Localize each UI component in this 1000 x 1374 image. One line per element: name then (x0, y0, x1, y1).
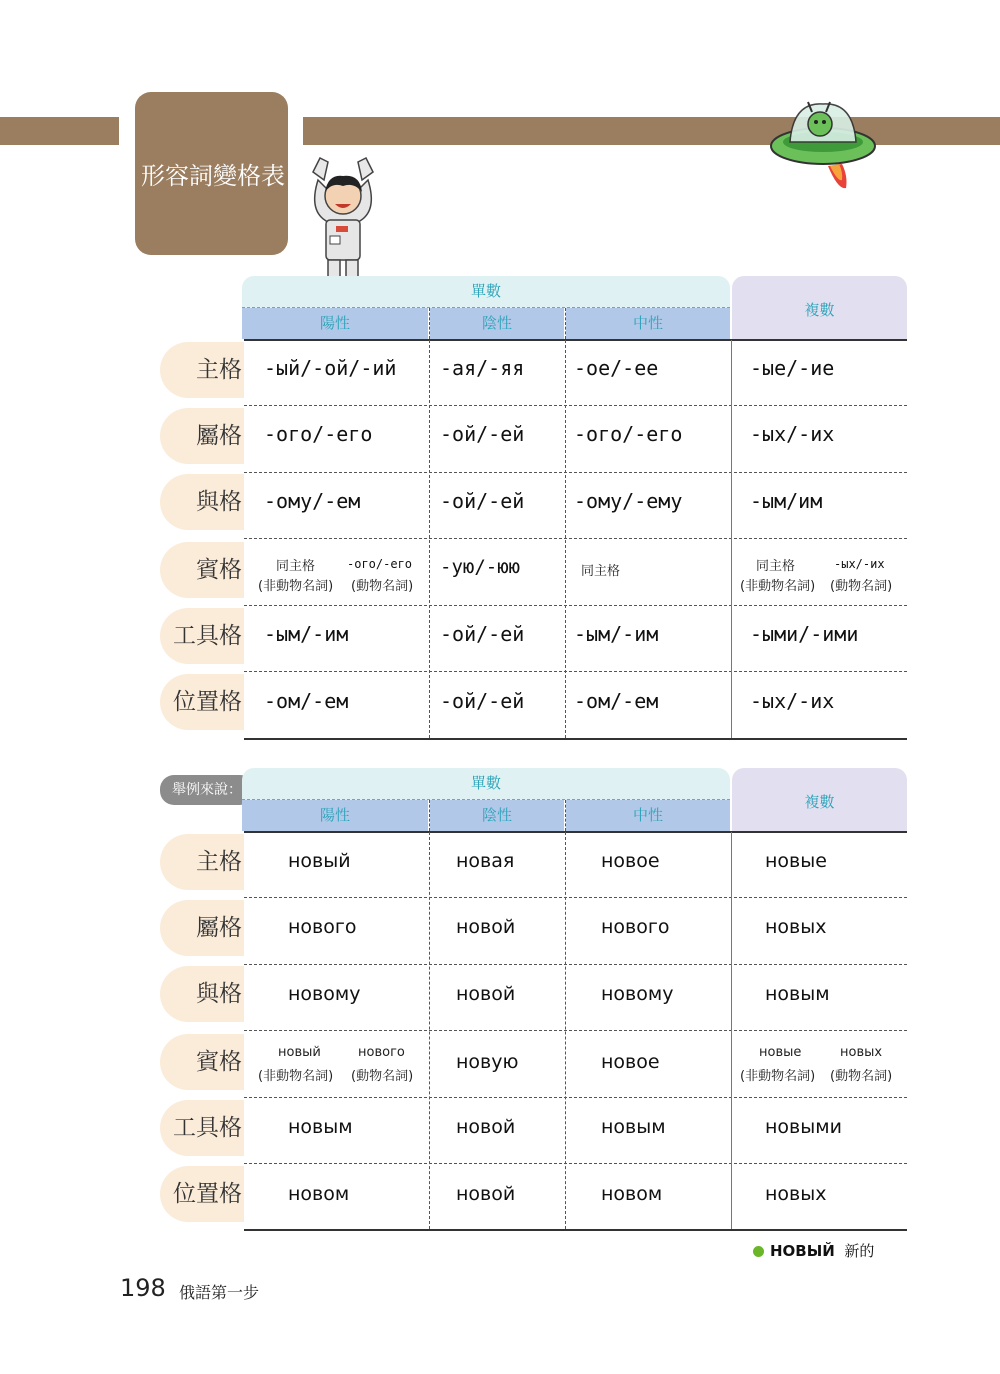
cell-acc-masc-animate: -ого/-его (347, 557, 413, 571)
cell-ins-masc: новым (288, 1116, 353, 1138)
case-nominative: 主格 (160, 834, 244, 890)
case-dative: 與格 (160, 966, 244, 1022)
cell-dat-masc: новому (288, 983, 361, 1005)
cell-ins-fem: -ой/-ей (440, 622, 525, 646)
note-inanimate: (非動物名詞) (740, 579, 816, 594)
cell-ins-masc: -ым/-им (264, 622, 349, 646)
cell-loc-plur: -ых/-их (750, 689, 835, 713)
cell-gen-plur: новых (765, 916, 827, 938)
divider (429, 340, 430, 738)
cell-gen-fem: новой (456, 916, 516, 938)
note-inanimate: (非動物名詞) (740, 1069, 816, 1084)
divider (565, 800, 566, 831)
case-instrumental: 工具格 (160, 608, 244, 664)
cell-dat-masc: -ому/-ем (264, 489, 361, 513)
header-feminine: 陰性 (430, 308, 564, 339)
divider (244, 738, 907, 740)
endings-table (160, 276, 907, 740)
divider (565, 340, 566, 738)
note-inanimate: (非動物名詞) (258, 1069, 334, 1084)
cell-acc-plur-inanimate: новые (759, 1045, 802, 1060)
cell-acc-plur-animate: новых (840, 1045, 883, 1060)
cell-gen-masc: -ого/-его (264, 422, 373, 446)
divider (244, 1097, 907, 1098)
case-locative: 位置格 (160, 1166, 244, 1222)
cell-dat-plur: -ым/им (750, 489, 823, 513)
note-animate: (動物名詞) (830, 1069, 893, 1084)
cell-gen-masc: нового (288, 916, 357, 938)
divider (429, 832, 430, 1229)
cell-loc-fem: новой (456, 1183, 516, 1205)
page-number: 198 (120, 1274, 166, 1302)
cell-loc-plur: новых (765, 1183, 827, 1205)
cell-loc-masc: -ом/-ем (264, 689, 349, 713)
divider (244, 831, 907, 833)
header-band-left (0, 117, 119, 145)
vocab-meaning: 新的 (844, 1242, 875, 1260)
note-animate: (動物名詞) (351, 1069, 414, 1084)
vocab-note (753, 1240, 874, 1261)
header-plural: 複數 (732, 768, 907, 831)
cell-ins-neut: новым (601, 1116, 666, 1138)
case-nominative: 主格 (160, 342, 244, 398)
ufo-illustration (768, 98, 878, 194)
cell-acc-neut: 同主格 (581, 564, 621, 579)
header-masculine: 陽性 (242, 308, 428, 339)
cell-dat-neut: новому (601, 983, 674, 1005)
example-table (160, 768, 907, 1232)
astronaut-illustration (298, 152, 388, 292)
header-feminine: 陰性 (430, 800, 564, 831)
header-neuter: 中性 (566, 800, 730, 831)
cell-loc-neut: новом (601, 1183, 663, 1205)
cell-acc-plur-animate: -ых/-их (834, 557, 885, 571)
title-box (135, 92, 288, 255)
cell-nom-fem: новая (456, 850, 515, 872)
cell-acc-fem: новую (456, 1051, 519, 1073)
cell-gen-neut: нового (601, 916, 670, 938)
header-band-right (303, 117, 1000, 145)
case-instrumental: 工具格 (160, 1100, 244, 1156)
cell-acc-plur-inanimate: 同主格 (756, 559, 796, 574)
cell-nom-neut: новое (601, 850, 660, 872)
cell-nom-plur: -ые/-ие (750, 356, 835, 380)
divider (244, 897, 907, 898)
cell-acc-masc-inanimate: 同主格 (276, 559, 316, 574)
divider (244, 671, 907, 672)
cell-gen-plur: -ых/-их (750, 422, 835, 446)
cell-acc-fem: -ую/-юю (440, 556, 521, 578)
cell-nom-neut: -ое/-ее (574, 356, 659, 380)
bullet-icon (753, 1246, 764, 1257)
cell-dat-fem: новой (456, 983, 516, 1005)
header-plural: 複數 (732, 276, 907, 339)
divider (244, 964, 907, 965)
page-title: 形容詞變格表 (141, 162, 285, 190)
cell-ins-plur: новыми (765, 1116, 842, 1138)
cell-dat-fem: -ой/-ей (440, 489, 525, 513)
cell-ins-plur: -ыми/-ими (750, 622, 859, 646)
cell-ins-neut: -ым/-им (574, 622, 659, 646)
divider (731, 832, 732, 1229)
cell-dat-neut: -ому/-ему (574, 489, 683, 513)
divider (565, 308, 566, 339)
cell-loc-neut: -ом/-ем (574, 689, 659, 713)
header-masculine: 陽性 (242, 800, 428, 831)
case-genitive: 屬格 (160, 408, 244, 464)
cell-gen-neut: -ого/-его (574, 422, 683, 446)
cell-loc-fem: -ой/-ей (440, 689, 525, 713)
divider (244, 605, 907, 606)
note-animate: (動物名詞) (830, 579, 893, 594)
cell-nom-masc: новый (288, 850, 351, 872)
header-neuter: 中性 (566, 308, 730, 339)
divider (244, 1030, 907, 1031)
case-accusative: 賓格 (160, 1034, 244, 1090)
divider (429, 800, 430, 831)
divider (244, 1229, 907, 1231)
divider (565, 832, 566, 1229)
example-label: 舉例來說： (160, 775, 254, 805)
divider (244, 538, 907, 539)
cell-acc-neut: новое (601, 1051, 660, 1073)
cell-ins-fem: новой (456, 1116, 516, 1138)
vocab-word: НОВЫЙ (770, 1242, 835, 1260)
divider (244, 472, 907, 473)
cell-dat-plur: новым (765, 983, 830, 1005)
cell-gen-fem: -ой/-ей (440, 422, 525, 446)
divider (244, 1163, 907, 1164)
cell-nom-fem: -ая/-яя (440, 356, 525, 380)
cell-acc-masc-inanimate: новый (278, 1045, 321, 1060)
case-accusative: 賓格 (160, 542, 244, 598)
divider (244, 339, 907, 341)
divider (244, 405, 907, 406)
cell-acc-masc-animate: нового (358, 1045, 405, 1060)
cell-loc-masc: новом (288, 1183, 350, 1205)
header-singular: 單數 (242, 768, 730, 800)
book-title: 俄語第一步 (179, 1283, 260, 1302)
note-inanimate: (非動物名詞) (258, 579, 334, 594)
divider (429, 308, 430, 339)
note-animate: (動物名詞) (351, 579, 414, 594)
header-singular: 單數 (242, 276, 730, 308)
cell-nom-plur: новые (765, 850, 827, 872)
cell-nom-masc: -ый/-ой/-ий (264, 356, 397, 380)
case-locative: 位置格 (160, 674, 244, 730)
case-genitive: 屬格 (160, 900, 244, 956)
divider (731, 340, 732, 738)
case-dative: 與格 (160, 474, 244, 530)
